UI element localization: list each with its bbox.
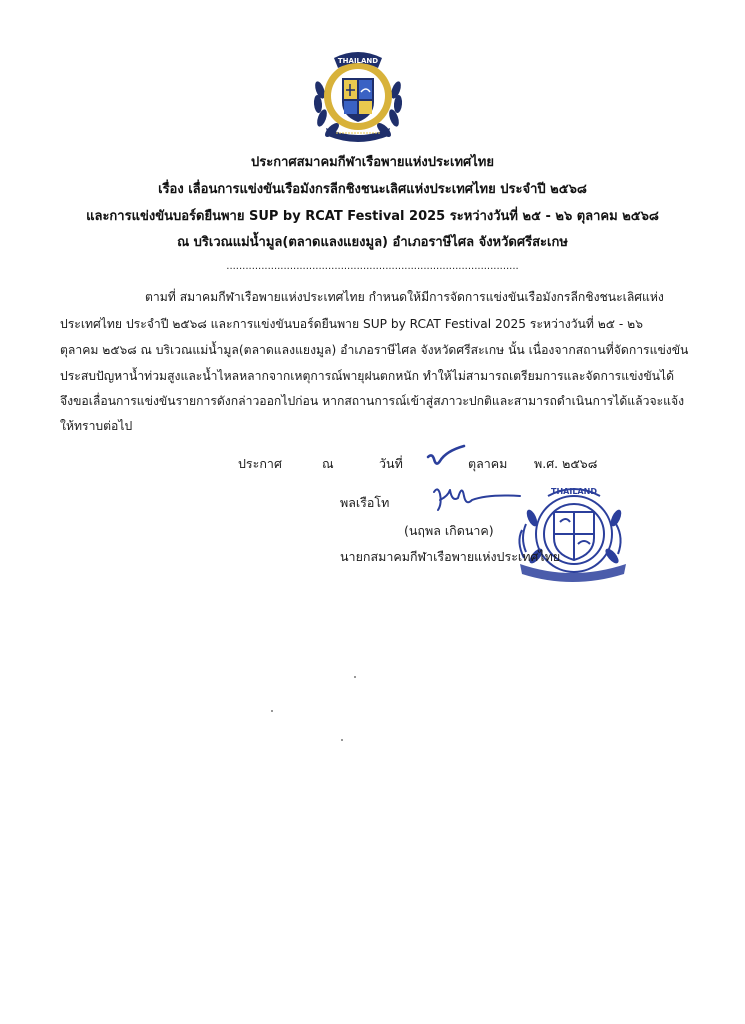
announcement-subject-line-2: และการแข่งขันบอร์ดยืนพาย SUP by RCAT Festival 2025 ระหว่างวันที่ ๒๕ - ๒๖ ตุลาคม ๒๕๖๘: [86, 209, 659, 224]
body-line-4: ประสบปัญหาน้ำท่วมสูงและน้ำไหลหลากจากเหตุการณ์พายุฝนตกหนัก ทำให้ไม่สามารถเตรียมการและจัดการแข่งขันได้: [60, 369, 675, 383]
announcement-title: ประกาศสมาคมกีฬาเรือพายแห่งประเทศไทย: [251, 155, 494, 170]
body-line-3: ตุลาคม ๒๕๖๘ ณ บริเวณแม่น้ำมูล(ตลาดแลงแยงมูล) อำเภอราษีไศล จังหวัดศรีสะเกษ นั้น เนื่องจากสถานที่จัดการแข่งขัน: [60, 343, 689, 357]
date-month: ตุลาคม: [468, 456, 508, 471]
ink-stamp-emblem-icon: [512, 478, 632, 590]
signatory-rank: พลเรือโท: [340, 495, 390, 510]
announcement-venue: ณ บริเวณแม่น้ำมูล(ตลาดแลงแยงมูล) อำเภอราษีไศล จังหวัดศรีสะเกษ: [177, 235, 568, 250]
signatory-name: (นฤพล เกิดนาค): [404, 523, 494, 538]
date-year: พ.ศ. ๒๕๖๘: [534, 456, 598, 471]
svg-text:THAILAND: THAILAND: [337, 57, 379, 65]
date-label-announce: ประกาศ: [238, 456, 282, 471]
svg-text:THAILAND: THAILAND: [551, 487, 597, 496]
handwritten-signature-icon: [428, 482, 524, 516]
association-emblem-icon: [306, 46, 410, 146]
handwritten-checkmark-icon: [424, 443, 468, 471]
date-label-at: ณ: [322, 456, 334, 471]
body-line-5: จึงขอเลื่อนการแข่งขันรายการดังกล่าวออกไปก่อน หากสถานการณ์เข้าสู่สภาวะปกติและสามารถดำเนินการได้แล้วจะแจ้ง: [60, 394, 685, 408]
announcement-subject: เรื่อง เลื่อนการแข่งขันเรือมังกรลีกชิงชนะเลิศแห่งประเทศไทย ประจำปี ๒๕๖๘: [158, 182, 587, 197]
date-label-day: วันที่: [379, 456, 403, 471]
scan-speck: [271, 710, 273, 712]
dotted-divider: ............................................................................................: [226, 261, 519, 272]
scan-speck: [341, 739, 343, 741]
scan-speck: [354, 676, 356, 678]
body-line-1: ตามที่ สมาคมกีฬาเรือพายแห่งประเทศไทย กำหนดให้มีการจัดการแข่งขันเรือมังกรลีกชิงชนะเลิศแห่ง: [145, 290, 664, 304]
body-line-2: ประเทศไทย ประจำปี ๒๕๖๘ และการแข่งขันบอร์ดยืนพาย SUP by RCAT Festival 2025 ระหว่างวันที่ ๒๕ - ๒๖: [60, 317, 643, 331]
signatory-title: นายกสมาคมกีฬาเรือพายแห่งประเทศไทย: [340, 549, 561, 564]
body-line-6: ให้ทราบต่อไป: [60, 419, 133, 433]
